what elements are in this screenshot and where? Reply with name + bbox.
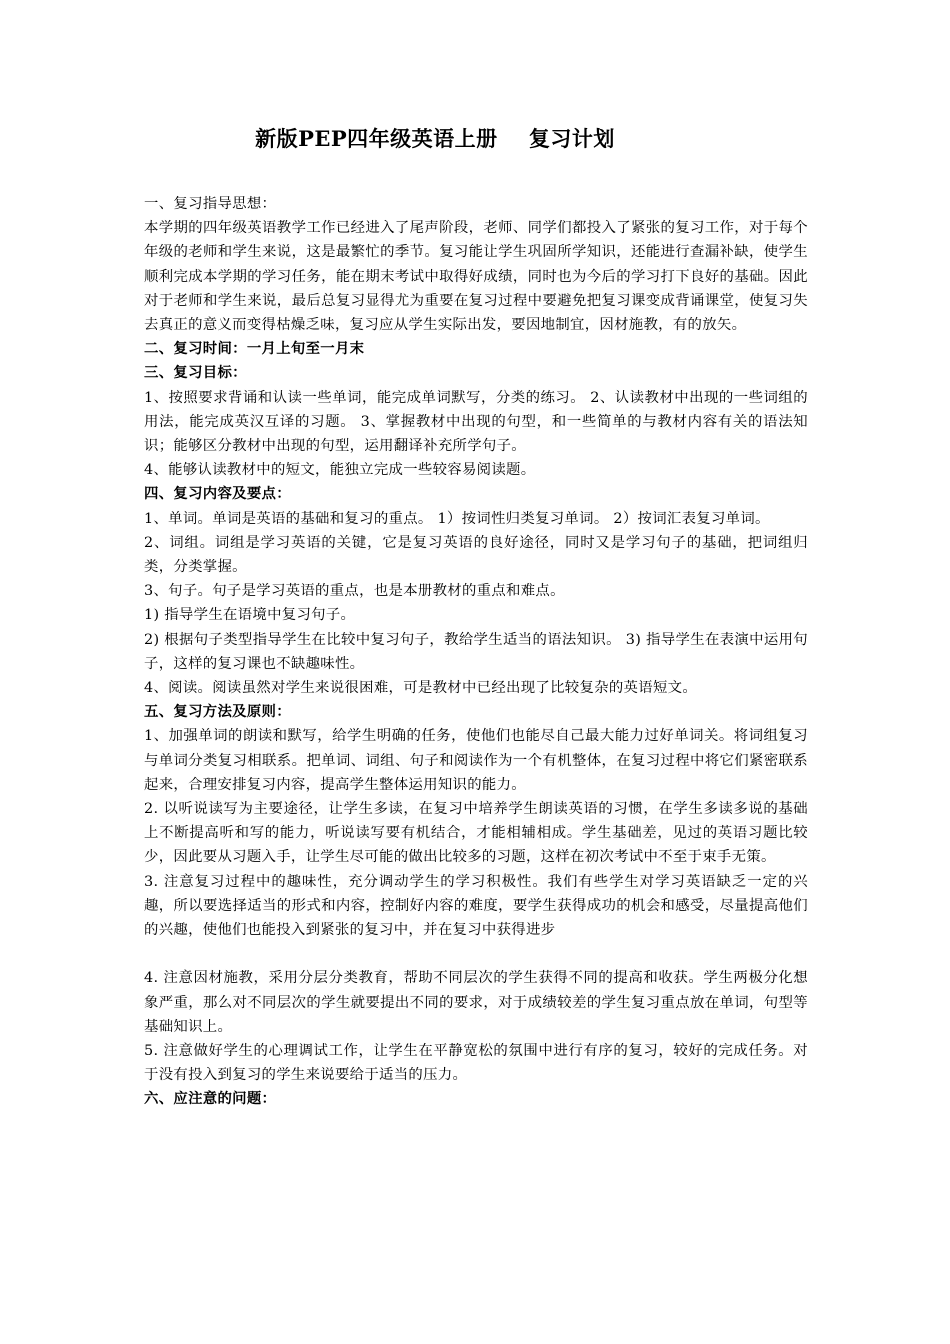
section-heading-review-goals: 三、复习目标： bbox=[144, 364, 247, 382]
paragraph-reading: 4、阅读。阅读虽然对学生来说很困难，可是教材中已经出现了比较复杂的英语短文。 bbox=[144, 680, 698, 697]
paragraph-method-2: 2. 以听说读写为主要途径，让学生多读，在复习中培养学生朗读英语的习惯，在学生多读多说的基础上不断提高听和写的能力，听说读写要有机结合，才能相辅相成。学生基础差，见过的英语习题比较少，因此要从习题入手，让学生尽可能的做出比较多的习题，这样在初次考试中不至于束手无策。 bbox=[144, 801, 808, 866]
document-title: 新版PEP四年级英语上册 复习计划 bbox=[255, 126, 615, 151]
paragraph-guiding-thought: 本学期的四年级英语教学工作已经进入了尾声阶段，老师、同学们都投入了紧张的复习工作，对于每个年级的老师和学生来说，这是最繁忙的季节。复习能让学生巩固所学知识，还能进行查漏补缺，使学生顺利完成本学期的学习任务，能在期末考试中取得好成绩，同时也为今后的学习打下良好的基础。因此对于老师和学生来说，最后总复习显得尤为重要在复习过程中要避免把复习课变成背诵课堂，使复习失去真正的意义而变得枯燥乏味，复习应从学生实际出发，要因地制宜，因材施教，有的放矢。 bbox=[144, 220, 808, 334]
paragraph-gap bbox=[144, 942, 808, 966]
section-heading-guiding-thought: 一、复习指导思想： bbox=[144, 196, 277, 212]
paragraph-sentences-item-1: 1) 指导学生在语境中复习句子。 bbox=[144, 607, 356, 624]
section-heading-methods: 五、复习方法及原则： bbox=[144, 703, 291, 721]
paragraph-goals-1-3: 1、按照要求背诵和认读一些单词，能完成单词默写，分类的练习。 2、认读教材中出现的一些词组的用法，能完成英汉互译的习题。 3、掌握教材中出现的句型，和一些简单的与教材内容有关的语法知识；能够区分教材中出现的句型，运用翻译补充所学句子。 bbox=[144, 389, 808, 455]
paragraph-phrases: 2、词组。词组是学习英语的关键，它是复习英语的良好途径，同时又是学习句子的基础，把词组归类，分类掌握。 bbox=[144, 534, 808, 576]
paragraph-method-3: 3. 注意复习过程中的趣味性，充分调动学生的学习积极性。我们有些学生对学习英语缺乏一定的兴趣，所以要选择适当的形式和内容，控制好内容的难度，要学生获得成功的机会和感受，尽量提高他们的兴趣，使他们也能投入到紧张的复习中，并在复习中获得进步 bbox=[144, 873, 808, 939]
section-heading-review-time: 二、复习时间：一月上旬至一月末 bbox=[144, 340, 365, 358]
section-heading-notes: 六、应注意的问题： bbox=[144, 1090, 277, 1108]
paragraph-goal-4: 4、能够认读教材中的短文，能独立完成一些较容易阅读题。 bbox=[144, 462, 536, 479]
paragraph-method-1: 1、加强单词的朗读和默写，给学生明确的任务，使他们也能尽自己最大能力过好单词关。将词组复习与单词分类复习相联系。把单词、词组、句子和阅读作为一个有机整体，在复习过程中将它们紧密联系起来，合理安排复习内容，提高学生整体运用知识的能力。 bbox=[144, 728, 808, 793]
paragraph-method-4: 4. 注意因材施教，采用分层分类教育，帮助不同层次的学生获得不同的提高和收获。学生两极分化想象严重，那么对不同层次的学生就要提出不同的要求，对于成绩较差的学生复习重点放在单词，句型等基础知识上。 bbox=[144, 970, 808, 1035]
document-body bbox=[144, 192, 808, 1112]
section-heading-review-content: 四、复习内容及要点： bbox=[144, 485, 291, 503]
paragraph-sentences-item-2-3: 2) 根据句子类型指导学生在比较中复习句子，教给学生适当的语法知识。 3) 指导学生在表演中运用句子，这样的复习课也不缺趣味性。 bbox=[144, 631, 808, 672]
paragraph-method-5: 5. 注意做好学生的心理调试工作，让学生在平静宽松的氛围中进行有序的复习，较好的完成任务。对于没有投入到复习的学生来说要给于适当的压力。 bbox=[144, 1042, 808, 1084]
paragraph-words: 1、单词。单词是英语的基础和复习的重点。 1）按词性归类复习单词。 2）按词汇表复习单词。 bbox=[144, 510, 770, 527]
paragraph-sentences: 3、句子。句子是学习英语的重点，也是本册教材的重点和难点。 bbox=[144, 583, 565, 600]
